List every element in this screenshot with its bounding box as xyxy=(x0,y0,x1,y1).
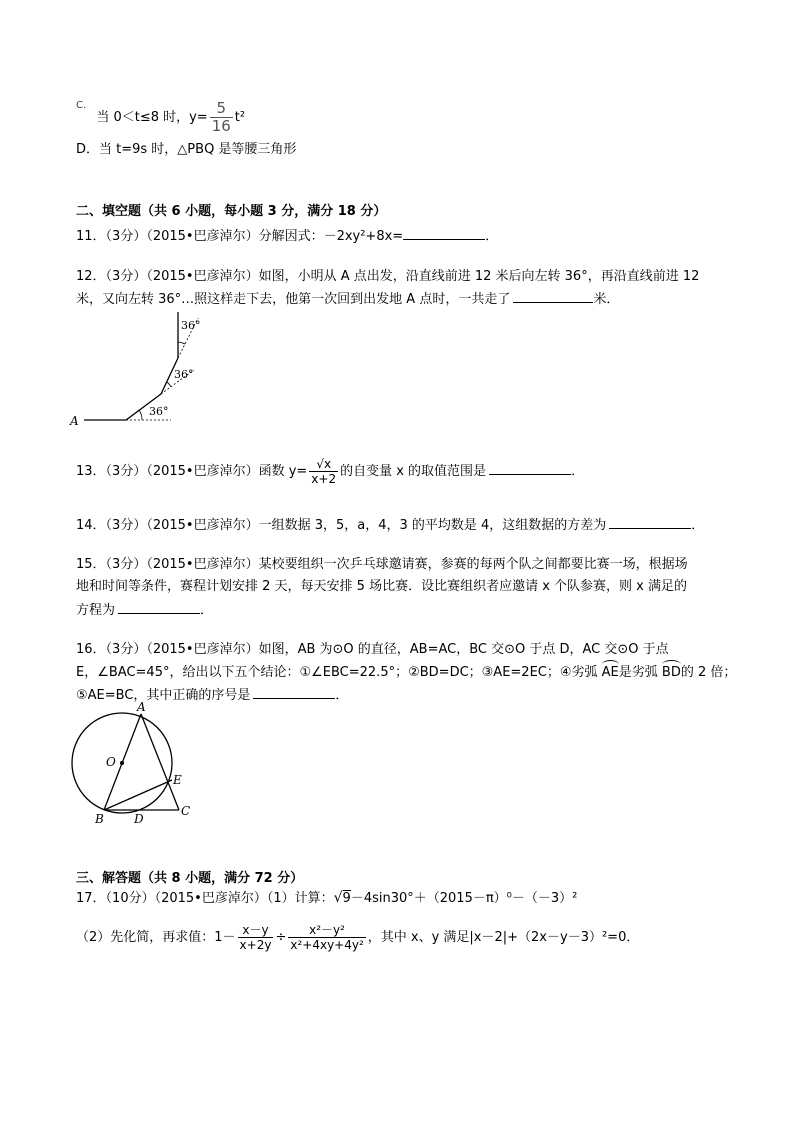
circle-figure xyxy=(64,700,204,828)
question-14-text: 14．（3分）（2015•巴彦淖尔）一组数据 3，5，a，4，3 的平均数是 4，这组数据的方差为 xyxy=(76,518,607,533)
option-c-fraction xyxy=(210,100,233,135)
fraction-denominator: x+2y xyxy=(239,938,272,952)
question-13-end: ． xyxy=(571,464,585,479)
fraction-2 xyxy=(288,923,365,952)
question-16-line-1: 16．（3分）（2015•巴彦淖尔）如图，AB 为⊙O 的直径，AB=AC，BC 交⊙O 于点 D，AC 交⊙O 于点 xyxy=(76,642,669,657)
question-12-text: 米，又向左转 36°…照这样走下去，他第一次回到出发地 A 点时，一共走了 xyxy=(76,292,511,307)
question-12-line-1: 12．（3分）（2015•巴彦淖尔）如图，小明从 A 点出发，沿直线前进 12 米后向左转 36°，再沿直线前进 12 xyxy=(76,269,700,284)
question-15-text: 方程为 xyxy=(76,603,116,618)
option-d: D．当 t=9s 时，△PBQ 是等腰三角形 xyxy=(76,142,297,157)
section-3-heading: 三、解答题（共 8 小题，满分 72 分） xyxy=(76,871,304,886)
question-15-line-3 xyxy=(76,601,213,619)
point-a-label: A xyxy=(70,414,79,428)
center-point xyxy=(120,761,124,765)
angle-label: 36° xyxy=(149,405,169,418)
question-14-end: ． xyxy=(691,518,705,533)
question-13 xyxy=(76,455,584,489)
answer-blank[interactable] xyxy=(118,601,200,614)
question-16-line-2 xyxy=(76,665,736,681)
answer-blank[interactable] xyxy=(403,227,485,240)
arc-bd-label: BD xyxy=(661,665,681,680)
point-e-label: E xyxy=(173,773,182,787)
fraction-numerator: 5 xyxy=(210,100,233,118)
fraction-denominator: x²+4xy+4y² xyxy=(290,938,364,952)
question-11-end: ． xyxy=(485,229,499,244)
option-c xyxy=(76,100,245,135)
fraction-numerator: √x xyxy=(309,457,338,472)
answer-blank[interactable] xyxy=(253,686,335,699)
option-c-text: 当 0＜t≤8 时，y= xyxy=(96,110,208,125)
question-12-end: 米． xyxy=(593,292,620,307)
question-16-text: E，∠BAC=45°，给出以下五个结论：①∠EBC=22.5°；②BD=DC；③AE=2EC；④劣弧 xyxy=(76,665,602,680)
division-sign: ÷ xyxy=(275,930,287,945)
question-17-part-2-text: （2）先化简，再求值：1－ xyxy=(76,930,236,945)
point-d-label: D xyxy=(134,812,144,826)
fraction-denominator: 16 xyxy=(211,117,231,135)
arc-ae-label: AE xyxy=(601,665,619,680)
fraction-numerator: x－y xyxy=(238,923,274,938)
angle-arc xyxy=(139,410,142,420)
point-o-label: O xyxy=(106,755,116,769)
question-15-line-2: 地和时间等条件，赛程计划安排 2 天，每天安排 5 场比赛．设比赛组织者应邀请 x 个队参赛，则 x 满足的 xyxy=(76,579,687,594)
angle-label: 36° xyxy=(181,319,201,332)
option-c-tail: t² xyxy=(234,110,246,125)
angle-arc xyxy=(178,342,185,344)
question-17-condition: ，其中 x、y 满足|x－2|+（2x－y－3）²=0． xyxy=(367,930,640,945)
question-16-text: 是劣弧 xyxy=(618,665,662,680)
question-17-text: 17．（10分）（2015•巴彦淖尔）（1）计算： xyxy=(76,891,334,906)
question-17-line-1 xyxy=(76,890,577,907)
fraction-1 xyxy=(238,923,274,952)
question-16-text: 的 2 倍； xyxy=(680,665,737,680)
point-a-label: A xyxy=(137,700,146,714)
sqrt-symbol: √ xyxy=(333,890,343,906)
option-c-mark: C. xyxy=(76,100,87,111)
sqrt-radicand: 9 xyxy=(342,891,351,906)
question-17-expression: －4sin30°＋（2015－π）⁰－（－3）² xyxy=(350,891,578,906)
question-16-text: ⑤AE=BC，其中正确的序号是 xyxy=(76,688,251,703)
question-11-text: 11．（3分）（2015•巴彦淖尔）分解因式：－2xy²+8x= xyxy=(76,229,404,244)
question-17-line-2 xyxy=(76,920,639,960)
point-c-label: C xyxy=(181,804,191,818)
question-14 xyxy=(76,516,704,534)
point-b-label: B xyxy=(95,812,104,826)
fraction-numerator: x²－y² xyxy=(288,923,365,938)
answer-blank[interactable] xyxy=(489,462,571,475)
fraction-denominator: x+2 xyxy=(311,472,337,486)
function-fraction xyxy=(309,457,338,486)
question-13-text: 13．（3分）（2015•巴彦淖尔）函数 y= xyxy=(76,464,308,479)
question-16-end: ． xyxy=(335,688,349,703)
answer-blank[interactable] xyxy=(513,290,593,303)
angle-arc xyxy=(167,382,171,387)
question-13-tail: 的自变量 x 的取值范围是 xyxy=(340,464,487,479)
section-2-heading: 二、填空题（共 6 小题，每小题 3 分，满分 18 分） xyxy=(76,204,387,219)
question-12-line-2 xyxy=(76,290,619,308)
question-11 xyxy=(76,227,498,245)
question-15-line-1: 15．（3分）（2015•巴彦淖尔）某校要组织一次乒乓球邀请赛，参赛的每两个队之间都要比赛一场，根据场 xyxy=(76,557,688,572)
angle-label: 36° xyxy=(174,368,194,381)
answer-blank[interactable] xyxy=(609,516,691,529)
question-15-end: ． xyxy=(200,603,214,618)
walking-path-figure xyxy=(66,308,216,433)
